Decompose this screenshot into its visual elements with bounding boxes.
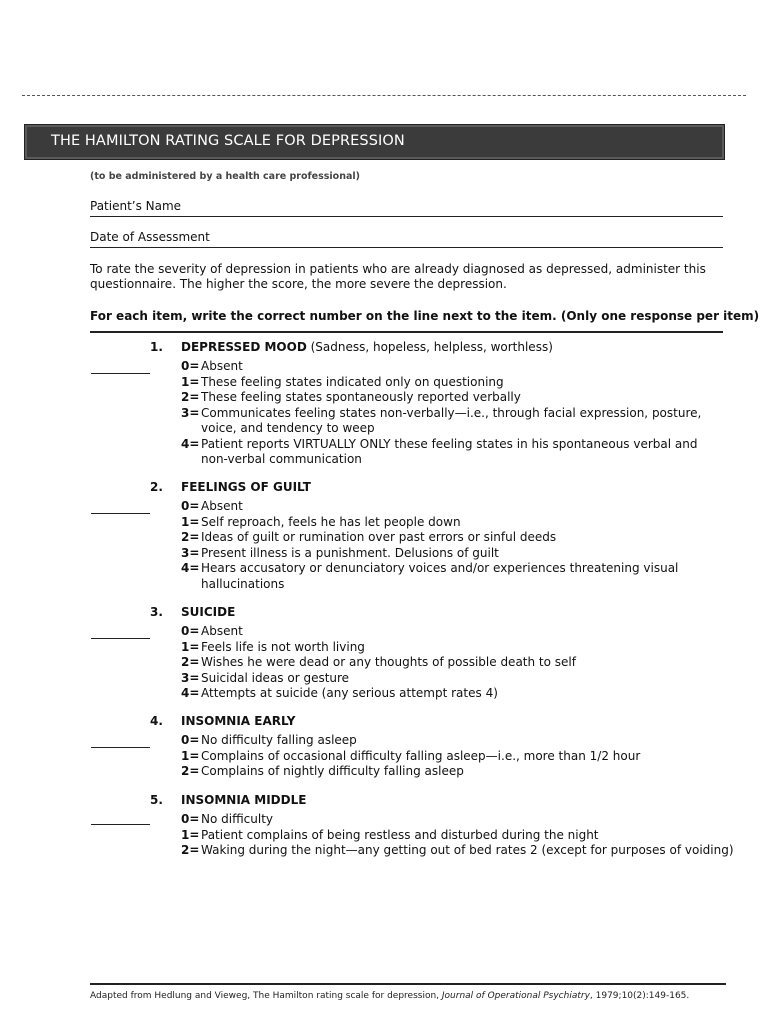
option-text: Absent xyxy=(201,499,243,513)
citation-prefix: Adapted from Hedlung and Vieweg, The Hamilton rating scale for depression, xyxy=(90,991,442,1001)
option-score: 1= xyxy=(181,827,200,842)
patient-name-field[interactable] xyxy=(90,199,723,217)
dashed-cut-line xyxy=(22,95,746,96)
option-text: No difficulty xyxy=(201,812,274,826)
item-title: INSOMNIA MIDDLE xyxy=(181,793,307,807)
item-number: 3. xyxy=(150,605,163,619)
option-score: 1= xyxy=(181,514,200,529)
item-heading xyxy=(181,340,553,354)
option-score: 2= xyxy=(181,843,200,857)
item-number: 2. xyxy=(150,480,163,494)
item-title: DEPRESSED MOOD xyxy=(181,340,307,354)
option-score: 0= xyxy=(181,812,200,826)
option-score: 2= xyxy=(181,655,200,669)
page-title: THE HAMILTON RATING SCALE FOR DEPRESSION xyxy=(51,133,405,149)
option-score: 2= xyxy=(181,390,200,404)
option-score: 4= xyxy=(181,686,200,700)
option-text: Suicidal ideas or gesture xyxy=(201,670,350,685)
option-text: Wishes he were dead or any thoughts of possible death to self xyxy=(201,655,576,669)
option-list xyxy=(181,499,726,592)
intro-paragraph: To rate the severity of depression in patients who are already diagnosed as depressed, administer this questionnaire. The higher the score, the more severe the depression. xyxy=(90,262,706,291)
item-title: FEELINGS OF GUILT xyxy=(181,480,311,494)
item-number: 4. xyxy=(150,714,163,728)
item-number: 1. xyxy=(150,340,163,354)
score-entry-line[interactable] xyxy=(91,638,150,639)
option-score: 3= xyxy=(181,545,200,560)
option-list xyxy=(181,812,734,859)
option-score: 0= xyxy=(181,624,200,638)
item-number: 5. xyxy=(150,793,163,807)
option-score: 2= xyxy=(181,764,200,778)
option-item xyxy=(181,843,734,859)
option-text: Attempts at suicide (any serious attempt rates 4) xyxy=(201,686,498,700)
option-item xyxy=(181,515,726,531)
patient-name-label: Patient’s Name xyxy=(90,199,182,213)
option-item xyxy=(181,671,726,687)
item-note: (Sadness, hopeless, helpless, worthless) xyxy=(306,340,553,354)
option-score: 0= xyxy=(181,733,200,747)
option-score: 1= xyxy=(181,639,200,654)
option-text: Absent xyxy=(201,624,243,638)
date-of-assessment-field[interactable] xyxy=(90,230,723,248)
option-list xyxy=(181,733,726,780)
option-score: 1= xyxy=(181,748,200,763)
option-text: Patient reports VIRTUALLY ONLY these feeling states in his spontaneous verbal and non-verbal communication xyxy=(201,436,698,466)
option-text: Self reproach, feels he has let people down xyxy=(201,514,461,529)
option-item xyxy=(181,655,726,671)
option-item xyxy=(181,733,726,749)
item-heading xyxy=(181,605,235,619)
option-item xyxy=(181,359,726,375)
citation-suffix: , 1979;10(2):149-165. xyxy=(589,991,690,1001)
option-item xyxy=(181,624,726,640)
score-entry-line[interactable] xyxy=(91,513,150,514)
score-entry-line[interactable] xyxy=(91,747,150,748)
option-item xyxy=(181,499,726,515)
option-text: Communicates feeling states non-verbally—i.e., through facial expression, posture, voice, and tendency to weep xyxy=(201,405,702,435)
option-text: Waking during the night—any getting out of bed rates 2 (except for purposes of voiding) xyxy=(201,843,734,857)
option-list xyxy=(181,624,726,702)
item-heading xyxy=(181,714,295,728)
option-item xyxy=(181,546,726,562)
option-text: These feeling states spontaneously reported verbally xyxy=(201,390,521,404)
instruction-text: For each item, write the correct number on the line next to the item. (Only one response per item) xyxy=(90,309,760,323)
option-text: Feels life is not worth living xyxy=(201,639,365,654)
item-title: SUICIDE xyxy=(181,605,236,619)
citation-journal: Journal of Operational Psychiatry xyxy=(441,991,590,1001)
option-item xyxy=(181,561,726,592)
option-score: 1= xyxy=(181,374,200,389)
option-item xyxy=(181,406,726,437)
option-text: Absent xyxy=(201,359,243,373)
option-item xyxy=(181,437,726,468)
option-text: Complains of occasional difficulty falling asleep—i.e., more than 1/2 hour xyxy=(201,748,641,763)
option-score: 2= xyxy=(181,530,200,544)
option-text: Hears accusatory or denunciatory voices and/or experiences threatening visual hallucinations xyxy=(201,561,679,591)
option-score: 4= xyxy=(181,561,200,575)
option-text: Ideas of guilt or rumination over past errors or sinful deeds xyxy=(201,530,557,544)
option-item xyxy=(181,530,726,546)
option-list xyxy=(181,359,726,468)
option-score: 4= xyxy=(181,436,200,451)
option-item xyxy=(181,686,726,702)
option-item xyxy=(181,812,726,828)
option-text: Present illness is a punishment. Delusions of guilt xyxy=(201,545,499,560)
option-score: 3= xyxy=(181,670,200,685)
option-score: 3= xyxy=(181,405,200,420)
option-item xyxy=(181,375,726,391)
date-of-assessment-label: Date of Assessment xyxy=(90,230,210,244)
item-title: INSOMNIA EARLY xyxy=(181,714,296,728)
score-entry-line[interactable] xyxy=(91,373,150,374)
option-text: No difficulty falling asleep xyxy=(201,733,357,747)
option-item xyxy=(181,390,726,406)
subtitle: (to be administered by a health care professional) xyxy=(90,171,360,182)
option-text: These feeling states indicated only on questioning xyxy=(201,374,504,389)
option-item xyxy=(181,640,726,656)
option-score: 0= xyxy=(181,499,200,513)
option-item xyxy=(181,764,726,780)
option-score: 0= xyxy=(181,359,200,373)
item-heading xyxy=(181,480,311,494)
footer-divider xyxy=(90,983,726,985)
item-heading xyxy=(181,793,306,807)
title-bar xyxy=(24,124,725,160)
option-item xyxy=(181,749,726,765)
section-divider xyxy=(90,331,723,333)
citation-footer xyxy=(90,991,689,1001)
score-entry-line[interactable] xyxy=(91,824,150,825)
option-item xyxy=(181,828,726,844)
option-text: Complains of nightly difficulty falling asleep xyxy=(201,764,464,778)
option-text: Patient complains of being restless and disturbed during the night xyxy=(201,827,599,842)
